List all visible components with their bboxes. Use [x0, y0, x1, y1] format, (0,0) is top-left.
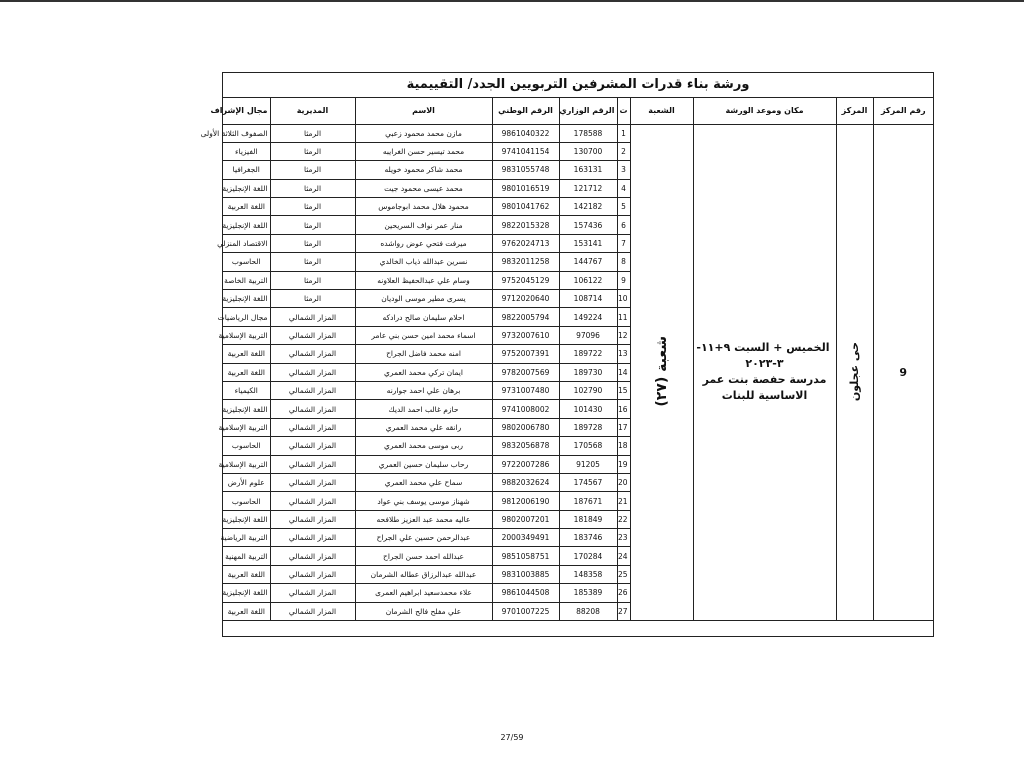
row-national-no: 9831055748 [492, 161, 559, 179]
row-seq: 15 [617, 381, 630, 399]
row-national-no: 9731007480 [492, 381, 559, 399]
row-field: اللغة العربية [223, 363, 270, 381]
row-national-no: 9822005794 [492, 308, 559, 326]
row-national-no: 9741008002 [492, 400, 559, 418]
row-national-no: 9832056878 [492, 437, 559, 455]
row-field: اللغة الإنجليزية [223, 584, 270, 602]
row-national-no: 9801016519 [492, 179, 559, 197]
row-name: سماح علي محمد العمري [355, 473, 492, 491]
top-border-line [0, 0, 1024, 2]
row-directorate: الرمثا [270, 234, 355, 252]
row-field: الحاسوب [223, 492, 270, 510]
row-directorate: الرمثا [270, 290, 355, 308]
row-field: الفيزياء [223, 142, 270, 160]
row-directorate: الرمثا [270, 216, 355, 234]
row-ministry-no: 153141 [559, 234, 617, 252]
row-field: الاقتصاد المنزلي [223, 234, 270, 252]
row-field: التربية الإسلامية [223, 455, 270, 473]
row-directorate: المزار الشمالي [270, 492, 355, 510]
row-directorate: الرمثا [270, 161, 355, 179]
row-ministry-no: 102790 [559, 381, 617, 399]
header-ministry-no: الرقم الوزاري [559, 98, 617, 124]
row-field: التربية الإسلامية [223, 326, 270, 344]
row-seq: 27 [617, 602, 630, 620]
row-field: التربية الرياضية [223, 529, 270, 547]
row-name: وسام علي عبدالحفيظ العلاونه [355, 271, 492, 289]
row-seq: 24 [617, 547, 630, 565]
row-national-no: 9732007610 [492, 326, 559, 344]
row-national-no: 9741041154 [492, 142, 559, 160]
header-venue-date: مكان وموعد الورشة [693, 98, 836, 124]
row-seq: 26 [617, 584, 630, 602]
row-name: محمد شاكر محمود خويله [355, 161, 492, 179]
row-national-no: 9782007569 [492, 363, 559, 381]
row-field: الصفوف الثلاثة الأولى [223, 124, 270, 142]
row-ministry-no: 130700 [559, 142, 617, 160]
row-ministry-no: 170568 [559, 437, 617, 455]
row-directorate: الرمثا [270, 271, 355, 289]
table-header-row [223, 98, 933, 124]
row-seq: 6 [617, 216, 630, 234]
row-directorate: المزار الشمالي [270, 308, 355, 326]
row-field: الكيمياء [223, 381, 270, 399]
row-name: محمود هلال محمد ابوجاموس [355, 198, 492, 216]
row-field: التربية المهنية [223, 547, 270, 565]
row-name: عبدالله احمد حسن الجراح [355, 547, 492, 565]
row-seq: 4 [617, 179, 630, 197]
row-ministry-no: 163131 [559, 161, 617, 179]
row-name: علاء محمدسعيد ابراهيم العمرى [355, 584, 492, 602]
header-center-no: رقم المركز [873, 98, 933, 124]
row-ministry-no: 149224 [559, 308, 617, 326]
row-ministry-no: 101430 [559, 400, 617, 418]
row-field: اللغة العربية [223, 345, 270, 363]
row-seq: 16 [617, 400, 630, 418]
venue-date-cell [693, 124, 836, 621]
row-name: مازن محمد محمود زعبي [355, 124, 492, 142]
row-ministry-no: 170284 [559, 547, 617, 565]
row-directorate: المزار الشمالي [270, 400, 355, 418]
row-directorate: المزار الشمالي [270, 418, 355, 436]
row-field: الحاسوب [223, 437, 270, 455]
participants-table [200, 98, 933, 621]
row-directorate: الرمثا [270, 124, 355, 142]
row-name: ايمان تركي محمد العمري [355, 363, 492, 381]
attendance-sheet [200, 72, 934, 637]
row-name: منار عمر نواف السريحين [355, 216, 492, 234]
header-branch: الشعبة [630, 98, 693, 124]
row-directorate: الرمثا [270, 253, 355, 271]
branch-cell [630, 124, 693, 621]
row-name: ربى موسى محمد العمري [355, 437, 492, 455]
row-directorate: المزار الشمالي [270, 529, 355, 547]
row-national-no: 9752007391 [492, 345, 559, 363]
header-directorate: المديرية [270, 98, 355, 124]
row-ministry-no: 108714 [559, 290, 617, 308]
row-name: يسرى مطير موسى الوديان [355, 290, 492, 308]
row-directorate: المزار الشمالي [270, 437, 355, 455]
row-name: عبدالله عبدالرزاق عطاله الشرمان [355, 565, 492, 583]
row-national-no: 2000349491 [492, 529, 559, 547]
row-field: التربية الخاصة [223, 271, 270, 289]
row-ministry-no: 121712 [559, 179, 617, 197]
venue-date-line-2: ٣-٢٠٢٣ [745, 357, 784, 371]
row-seq: 20 [617, 473, 630, 491]
page-number: 27/59 [500, 733, 524, 742]
branch-label: شعبة (٢٧) [653, 335, 670, 407]
row-seq: 3 [617, 161, 630, 179]
row-national-no: 9801041762 [492, 198, 559, 216]
center-name-cell [836, 124, 873, 621]
row-name: رانقه علي محمد العمري [355, 418, 492, 436]
row-directorate: الرمثا [270, 142, 355, 160]
table-row [223, 124, 933, 142]
row-field: اللغة الإنجليزية [223, 216, 270, 234]
venue-date-line-1: الخميس + السبت ٩+١١- [696, 341, 830, 355]
row-field: اللغة الإنجليزية [223, 290, 270, 308]
row-field: اللغة العربية [223, 198, 270, 216]
row-national-no: 9701007225 [492, 602, 559, 620]
row-national-no: 9802006780 [492, 418, 559, 436]
row-seq: 18 [617, 437, 630, 455]
row-national-no: 9752045129 [492, 271, 559, 289]
row-name: عبدالرحمن حسين علي الجراح [355, 529, 492, 547]
row-field: اللغة الإنجليزية [223, 179, 270, 197]
venue-line-3: مدرسة حفصة بنت عمر [702, 373, 827, 387]
row-ministry-no: 183746 [559, 529, 617, 547]
row-directorate: المزار الشمالي [270, 565, 355, 583]
sheet-title: ورشة بناء قدرات المشرفين التربويين الجدد/ التقييمية [223, 73, 933, 98]
row-name: نسرين عبدالله ذياب الخالدي [355, 253, 492, 271]
row-ministry-no: 144767 [559, 253, 617, 271]
row-ministry-no: 88208 [559, 602, 617, 620]
row-ministry-no: 189730 [559, 363, 617, 381]
row-seq: 25 [617, 565, 630, 583]
row-name: محمد تيسير حسن الغرايبه [355, 142, 492, 160]
row-ministry-no: 157436 [559, 216, 617, 234]
venue-line-4: الاساسية للبنات [721, 389, 808, 403]
header-name: الاسم [355, 98, 492, 124]
header-center: المركز [836, 98, 873, 124]
row-ministry-no: 187671 [559, 492, 617, 510]
row-name: اسماء محمد امين حسن بني عامر [355, 326, 492, 344]
row-directorate: الرمثا [270, 179, 355, 197]
header-national-no: الرقم الوطني [492, 98, 559, 124]
row-directorate: المزار الشمالي [270, 326, 355, 344]
row-field: علوم الأرض [223, 473, 270, 491]
row-ministry-no: 148358 [559, 565, 617, 583]
row-national-no: 9831003885 [492, 565, 559, 583]
row-name: احلام سليمان صالح درادكه [355, 308, 492, 326]
row-directorate: المزار الشمالي [270, 381, 355, 399]
row-national-no: 9812006190 [492, 492, 559, 510]
row-directorate: الرمثا [270, 198, 355, 216]
row-national-no: 9722007286 [492, 455, 559, 473]
row-name: علي مفلح فالح الشرمان [355, 602, 492, 620]
row-national-no: 9802007201 [492, 510, 559, 528]
row-seq: 1 [617, 124, 630, 142]
row-seq: 14 [617, 363, 630, 381]
row-seq: 8 [617, 253, 630, 271]
row-seq: 23 [617, 529, 630, 547]
row-national-no: 9762024713 [492, 234, 559, 252]
row-national-no: 9822015328 [492, 216, 559, 234]
row-seq: 9 [617, 271, 630, 289]
row-field: الجغرافيا [223, 161, 270, 179]
row-national-no: 9882032624 [492, 473, 559, 491]
row-directorate: المزار الشمالي [270, 510, 355, 528]
row-directorate: المزار الشمالي [270, 473, 355, 491]
row-directorate: المزار الشمالي [270, 547, 355, 565]
row-ministry-no: 106122 [559, 271, 617, 289]
row-seq: 17 [617, 418, 630, 436]
row-ministry-no: 142182 [559, 198, 617, 216]
row-ministry-no: 178588 [559, 124, 617, 142]
row-ministry-no: 185389 [559, 584, 617, 602]
row-field: اللغة العربية [223, 565, 270, 583]
row-ministry-no: 97096 [559, 326, 617, 344]
row-directorate: المزار الشمالي [270, 602, 355, 620]
row-directorate: المزار الشمالي [270, 584, 355, 602]
row-ministry-no: 174567 [559, 473, 617, 491]
row-national-no: 9851058751 [492, 547, 559, 565]
row-name: امنه محمد فاضل الجراح [355, 345, 492, 363]
row-ministry-no: 181849 [559, 510, 617, 528]
row-name: برهان علي احمد جوارنه [355, 381, 492, 399]
center-name: حى عجلون [848, 341, 861, 401]
row-directorate: المزار الشمالي [270, 455, 355, 473]
row-seq: 22 [617, 510, 630, 528]
row-field: اللغة الإنجليزية [223, 400, 270, 418]
row-name: ميرفت فتحي عوض رواشده [355, 234, 492, 252]
row-national-no: 9861040322 [492, 124, 559, 142]
header-seq: ت [617, 98, 630, 124]
row-name: عاليه محمد عبد العزيز طلافحه [355, 510, 492, 528]
row-directorate: المزار الشمالي [270, 345, 355, 363]
row-name: شهناز موسى يوسف بني عواد [355, 492, 492, 510]
row-field: مجال الرياضيات [223, 308, 270, 326]
row-seq: 13 [617, 345, 630, 363]
row-field: اللغة العربية [223, 602, 270, 620]
header-field: مجال الإشراف [223, 98, 270, 124]
row-field: الحاسوب [223, 253, 270, 271]
row-ministry-no: 189722 [559, 345, 617, 363]
row-seq: 2 [617, 142, 630, 160]
row-name: رحاب سليمان حسين العمري [355, 455, 492, 473]
row-seq: 19 [617, 455, 630, 473]
center-number: 9 [899, 365, 908, 379]
row-seq: 7 [617, 234, 630, 252]
table-body [200, 124, 933, 621]
row-field: اللغة الإنجليزية [223, 510, 270, 528]
row-seq: 12 [617, 326, 630, 344]
row-seq: 10 [617, 290, 630, 308]
row-national-no: 9712020640 [492, 290, 559, 308]
row-seq: 21 [617, 492, 630, 510]
row-name: محمد عيسى محمود جيت [355, 179, 492, 197]
row-ministry-no: 91205 [559, 455, 617, 473]
row-field: التربية الإسلامية [223, 418, 270, 436]
row-seq: 5 [617, 198, 630, 216]
row-national-no: 9861044508 [492, 584, 559, 602]
row-national-no: 9832011258 [492, 253, 559, 271]
row-directorate: المزار الشمالي [270, 363, 355, 381]
row-ministry-no: 189728 [559, 418, 617, 436]
row-seq: 11 [617, 308, 630, 326]
center-number-cell [873, 124, 933, 621]
row-name: حازم غالب احمد الديك [355, 400, 492, 418]
